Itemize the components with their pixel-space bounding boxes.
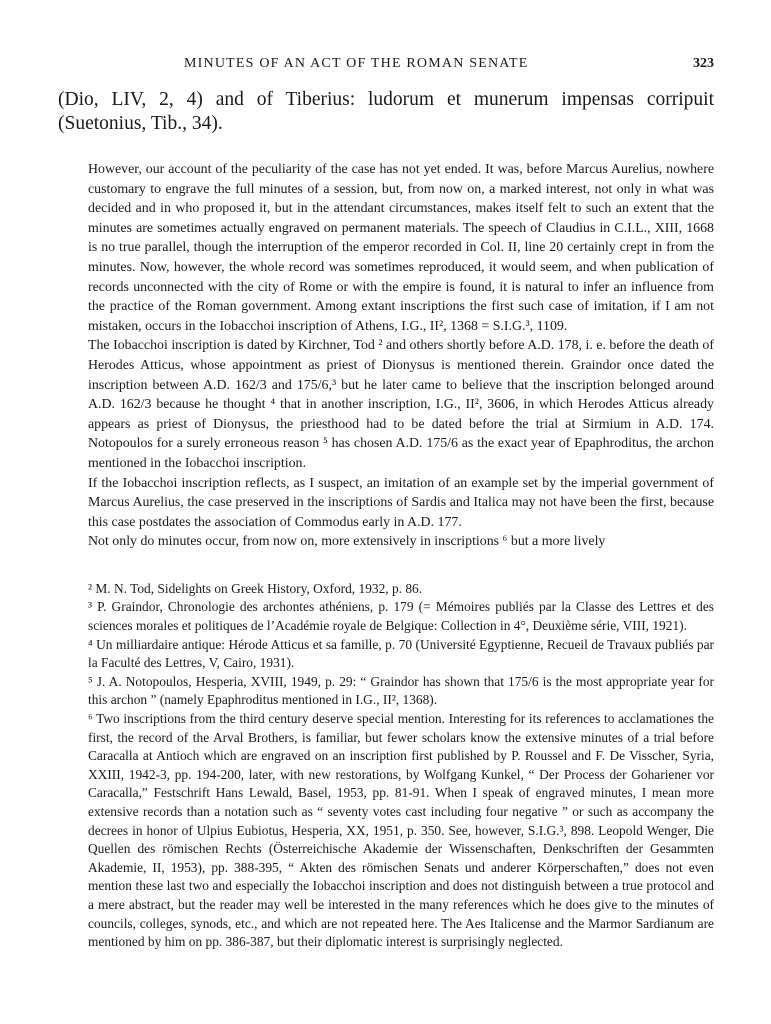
page [58, 56, 714, 952]
paragraph-3: If the Iobacchoi inscription reflects, as I suspect, an imitation of an example set by the imperial government of Marcus Aurelius, the case preserved in the inscriptions of Sardis and Italica may not have been the first, because this case postdates the association of Commodus early in A.D. 177. [88, 475, 714, 530]
footnote-6: ⁶ Two inscriptions from the third century deserve special mention. Interesting for its references to acclamationes the first, the record of the Arval Brothers, is familiar, but fewer scholars know the extensive minutes of a trial before Caracalla at Antioch which are engraved on an inscription first published by P. Roussel and F. De Visscher, Syria, XXIII, 1942-3, pp. 194-200, later, with new restorations, by Wolfgang Kunkel, “ Der Process der Gohariener vor Caracalla,” Festschrift Hans Lewald, Basel, 1953, pp. 81-91. When I speak of engraved minutes, I mean more extensive records than a notation such as “ seventy votes cast including four negative ” or such as accompany the decrees in honor of Ulpius Eubiotus, Hesperia, XX, 1951, p. 350. See, however, S.I.G.³, 898. Leopold Wenger, Die Quellen des römischen Rechts (Österreichische Akademie der Wissenschaften, Denkschriften der Gesammten Akademie, II, 1953), pp. 388-395, “ Akten des römischen Senats und anderer Körperschaften,” does not even mention these last two and especially the Iobacchoi inscription and does not distinguish between a true protocol and a mere abstract, but the reader may well be interested in the many references which he does give to the minutes of councils, colleges, synods, etc., and which are not repeated here. The Aes Italicense and the Marmor Sardianum are mentioned by him on pp. 386-387, but their diplomatic interest is surprisingly neglected. [88, 711, 714, 950]
running-title: MINUTES OF AN ACT OF THE ROMAN SENATE [184, 56, 529, 71]
lead-paragraph: (Dio, LIV, 2, 4) and of Tiberius: ludorum et munerum impensas corripuit (Suetonius, Tib., 34). [58, 89, 714, 134]
footnote-3: ³ P. Graindor, Chronologie des archontes athéniens, p. 179 (= Mémoires publiés par la Classe des Lettres et des sciences morales et politiques de l’Académie royale de Belgique: Collection in 4°, Deuxième série, VIII, 1921). [88, 599, 714, 634]
paragraph-2: The Iobacchoi inscription is dated by Kirchner, Tod ² and others shortly before A.D. 178, i. e. before the death of Herodes Atticus, whose appointment as priest of Dionysus is mentioned therein. Graindor once dated the inscription between A.D. 162/3 and 175/6,³ but he later came to believe that the inscription belonged around A.D. 162/3 because he thought ⁴ that in another inscription, I.G., II², 3606, in which Herodes Atticus already appears as priest of Dionysus, the priesthood had to be dated before the trial at Sirmium in A.D. 174. Notopoulos for a surely erroneous reason ⁵ has chosen A.D. 175/6 as the exact year of Epaphroditus, the archon mentioned in the Iobacchoi inscription. [88, 338, 714, 471]
footnotes [88, 580, 714, 952]
footnote-2: ² M. N. Tod, Sidelights on Greek History, Oxford, 1932, p. 86. [88, 580, 423, 596]
paragraph-1: However, our account of the peculiarity of the case has not yet ended. It was, before Marcus Aurelius, nowhere customary to engrave the full minutes of a session, but, from now on, a marked interest, not only in what was decided and in who proposed it, but in the attendant circumstances, makes itself felt to such an extent that the minutes are sometimes actually engraved on permanent materials. The speech of Claudius in C.I.L., XIII, 1668 is no true parallel, though the interruption of the emperor recorded in Col. II, line 20 certainly crept in from the minutes. Now, however, the whole record was sometimes reproduced, it would seem, and when publication of records unconnected with the city of Rome or with the empire is found, it is natural to infer an influence from the practice of the Roman government. Among extant inscriptions the first such case of imitation, if I am not mistaken, occurs in the Iobacchoi inscription of Athens, I.G., II², 1368 = S.I.G.³, 1109. [88, 162, 714, 334]
footnote-5: ⁵ J. A. Notopoulos, Hesperia, XVIII, 1949, p. 29: “ Graindor has shown that 175/6 is the most appropriate year for this archon ” (namely Epaphroditus mentioned in I.G., II², 1368). [88, 673, 714, 708]
page-number: 323 [693, 56, 714, 71]
footnote-4: ⁴ Un milliardaire antique: Hérode Atticus et sa famille, p. 70 (Université Egyptienne, Recueil de Travaux publiés par la Faculté des Lettres, V, Cairo, 1931). [88, 636, 714, 671]
body-text [88, 160, 714, 552]
paragraph-4: Not only do minutes occur, from now on, more extensively in inscriptions ⁶ but a more lively [88, 534, 606, 550]
running-header [88, 56, 714, 78]
